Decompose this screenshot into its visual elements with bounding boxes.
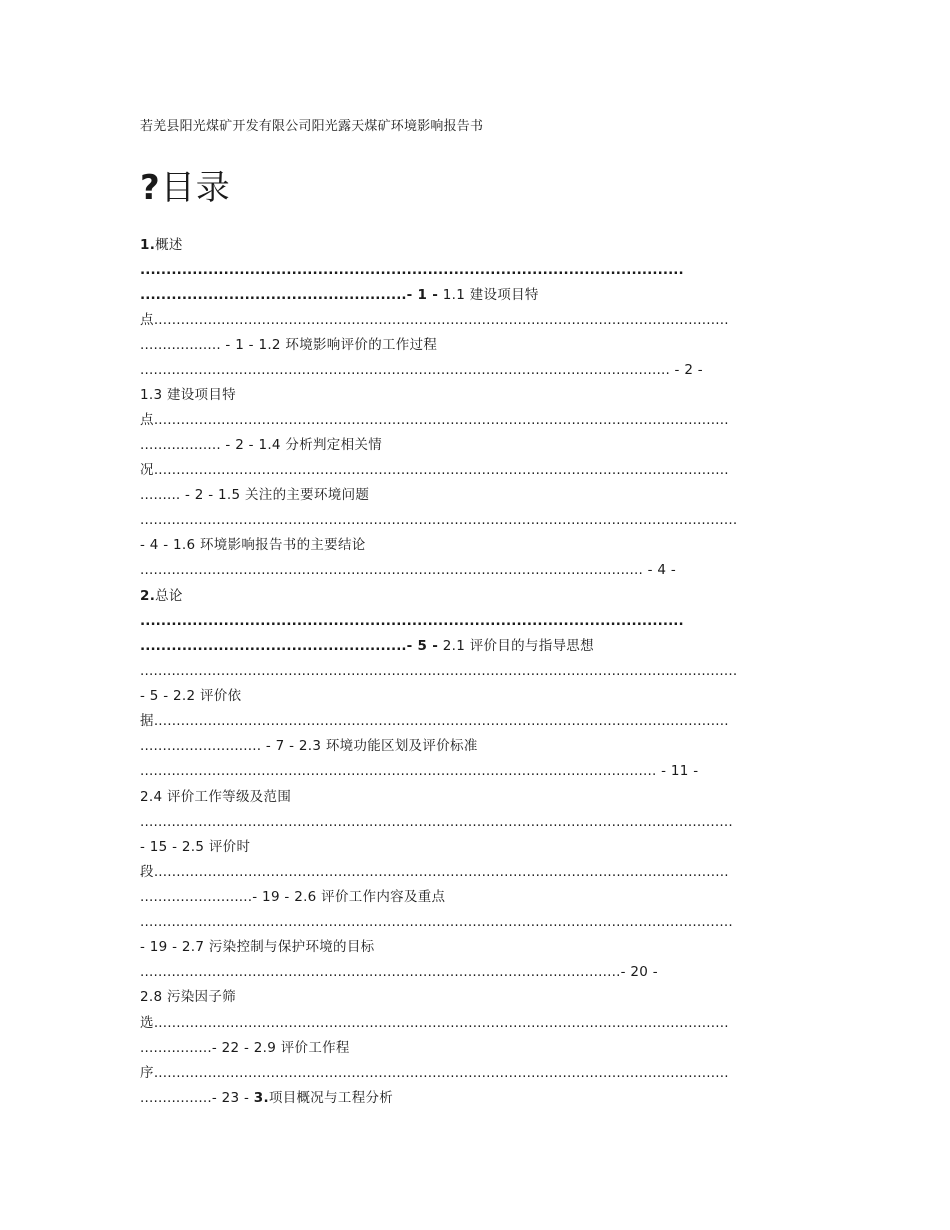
toc-entry-line[interactable]: [140, 436, 812, 454]
leader-dots: ......................................................................................................................: [140, 362, 670, 378]
leader-dots: ...................................................: [140, 638, 407, 654]
toc-text: - 4 - 1.6 环境影响报告书的主要结论: [140, 537, 366, 553]
leader-dots: ................................................................................................................................: [153, 462, 729, 478]
toc-text: - 5 - 2.2 评价依: [140, 688, 242, 704]
leader-dots: .........: [140, 487, 181, 503]
toc-entry-line[interactable]: [140, 988, 812, 1006]
leader-dots: ................................................................................................................................: [153, 412, 729, 428]
toc-entry-line[interactable]: [140, 762, 812, 780]
toc-entry-line[interactable]: [140, 336, 812, 354]
toc-entry-line[interactable]: [140, 712, 812, 730]
toc-entry-line[interactable]: [140, 838, 812, 856]
toc-title-text: 目录: [160, 168, 231, 208]
toc-leader-dots: [140, 261, 812, 279]
toc-entry-line[interactable]: [140, 863, 812, 881]
leader-dots: .....................................................................................................................................: [140, 512, 738, 528]
leader-dots: ....................................................................................................................................: [140, 914, 733, 930]
page-number: - 1 -: [406, 287, 439, 303]
leader-dots: ................................................................................................................: [140, 562, 644, 578]
page-number: - 23 -: [211, 1090, 254, 1106]
toc-entry-line[interactable]: [140, 1089, 812, 1107]
chapter-number: 3.: [253, 1090, 269, 1106]
leader-dots: .........................: [140, 889, 253, 905]
page-number: - 5 -: [406, 638, 439, 654]
toc-title-mark: ?: [140, 168, 161, 208]
toc-entry-chapter-1[interactable]: [140, 236, 812, 254]
toc-entry-line[interactable]: [140, 963, 812, 981]
toc-text: 1.3 建设项目特: [140, 387, 236, 403]
toc-entry-line[interactable]: [140, 386, 812, 404]
document-header: 若羌县阳光煤矿开发有限公司阳光露天煤矿环境影响报告书: [140, 119, 484, 134]
toc-entry-chapter-2[interactable]: [140, 587, 812, 605]
toc-entry-line[interactable]: [140, 286, 812, 304]
toc-text: 段: [140, 864, 154, 880]
toc-leader-dots: [140, 813, 812, 831]
chapter-number: 1.: [140, 237, 156, 253]
toc-text: - 15 - 2.5 评价时: [140, 839, 251, 855]
toc-entry-line[interactable]: [140, 411, 812, 429]
leader-dots: ....................................................................................................................................: [140, 814, 733, 830]
leader-dots: ................................................................................................................................: [153, 864, 729, 880]
toc-leader-dots: [140, 662, 812, 680]
toc-entry-line[interactable]: [140, 311, 812, 329]
chapter-title: 概述: [155, 237, 183, 253]
leader-dots: ...........................................................................................................: [140, 964, 621, 980]
leader-dots: ................................................................................................................................: [153, 312, 729, 328]
leader-dots: ...................................................................................................................: [140, 763, 657, 779]
page-number: - 11 -: [656, 763, 699, 779]
toc-text: - 19 - 2.6 评价工作内容及重点: [252, 889, 446, 905]
toc-entry-line[interactable]: [140, 1014, 812, 1032]
chapter-title: 总论: [155, 588, 183, 604]
toc-entry-line[interactable]: [140, 536, 812, 554]
toc-entry-line[interactable]: [140, 938, 812, 956]
toc-entry-line[interactable]: [140, 486, 812, 504]
toc-text: - 19 - 2.7 污染控制与保护环境的目标: [140, 939, 375, 955]
toc-entry-line[interactable]: [140, 788, 812, 806]
toc-text: 2.8 污染因子筛: [140, 989, 236, 1005]
toc-text: 选: [140, 1015, 154, 1031]
page-number: - 20 -: [620, 964, 658, 980]
leader-dots: ...................................................: [140, 287, 407, 303]
toc-entry-line[interactable]: [140, 361, 812, 379]
toc-text: 2.1 评价目的与指导思想: [438, 638, 594, 654]
toc-text: 2.4 评价工作等级及范围: [140, 789, 292, 805]
toc-entry-line[interactable]: [140, 737, 812, 755]
toc-text: 1.1 建设项目特: [438, 287, 539, 303]
toc-title: [140, 166, 231, 210]
toc-text: - 7 - 2.3 环境功能区划及评价标准: [261, 738, 478, 754]
toc-text: - 22 - 2.9 评价工作程: [211, 1040, 350, 1056]
toc-text: 点: [140, 312, 154, 328]
toc-text: - 2 - 1.5 关注的主要环境问题: [180, 487, 370, 503]
leader-dots: .....................................................................................................................................: [140, 663, 738, 679]
leader-dots: ................................................................................................................................: [153, 1015, 729, 1031]
chapter-number: 2.: [140, 588, 156, 604]
leader-dots: ...........................: [140, 738, 262, 754]
leader-dots: ..................: [140, 337, 221, 353]
leader-dots: ................................................................................................................................: [153, 1065, 729, 1081]
toc-entry-line[interactable]: [140, 561, 812, 579]
chapter-title: 项目概况与工程分析: [268, 1090, 394, 1106]
toc-leader-dots: [140, 913, 812, 931]
toc-entry-line[interactable]: [140, 888, 812, 906]
toc-entry-line[interactable]: [140, 1064, 812, 1082]
leader-dots: ................: [140, 1040, 212, 1056]
leader-dots: ........................................................................................................: [140, 262, 684, 278]
toc-entry-line[interactable]: [140, 637, 812, 655]
toc-leader-dots: [140, 612, 812, 630]
toc-entry-line[interactable]: [140, 1039, 812, 1057]
toc-entry-line[interactable]: [140, 461, 812, 479]
toc-text: 据: [140, 713, 154, 729]
toc-text: - 2 - 1.4 分析判定相关情: [220, 437, 383, 453]
leader-dots: ........................................................................................................: [140, 613, 684, 629]
leader-dots: ..................: [140, 437, 221, 453]
page-number: - 2 -: [669, 362, 703, 378]
toc-entry-line[interactable]: [140, 687, 812, 705]
toc-text: - 1 - 1.2 环境影响评价的工作过程: [220, 337, 438, 353]
toc-text: 点: [140, 412, 154, 428]
page-number: - 4 -: [643, 562, 677, 578]
toc-text: 序: [140, 1065, 154, 1081]
leader-dots: ................: [140, 1090, 212, 1106]
toc-text: 况: [140, 462, 154, 478]
toc-leader-dots: [140, 511, 812, 529]
leader-dots: ................................................................................................................................: [153, 713, 729, 729]
